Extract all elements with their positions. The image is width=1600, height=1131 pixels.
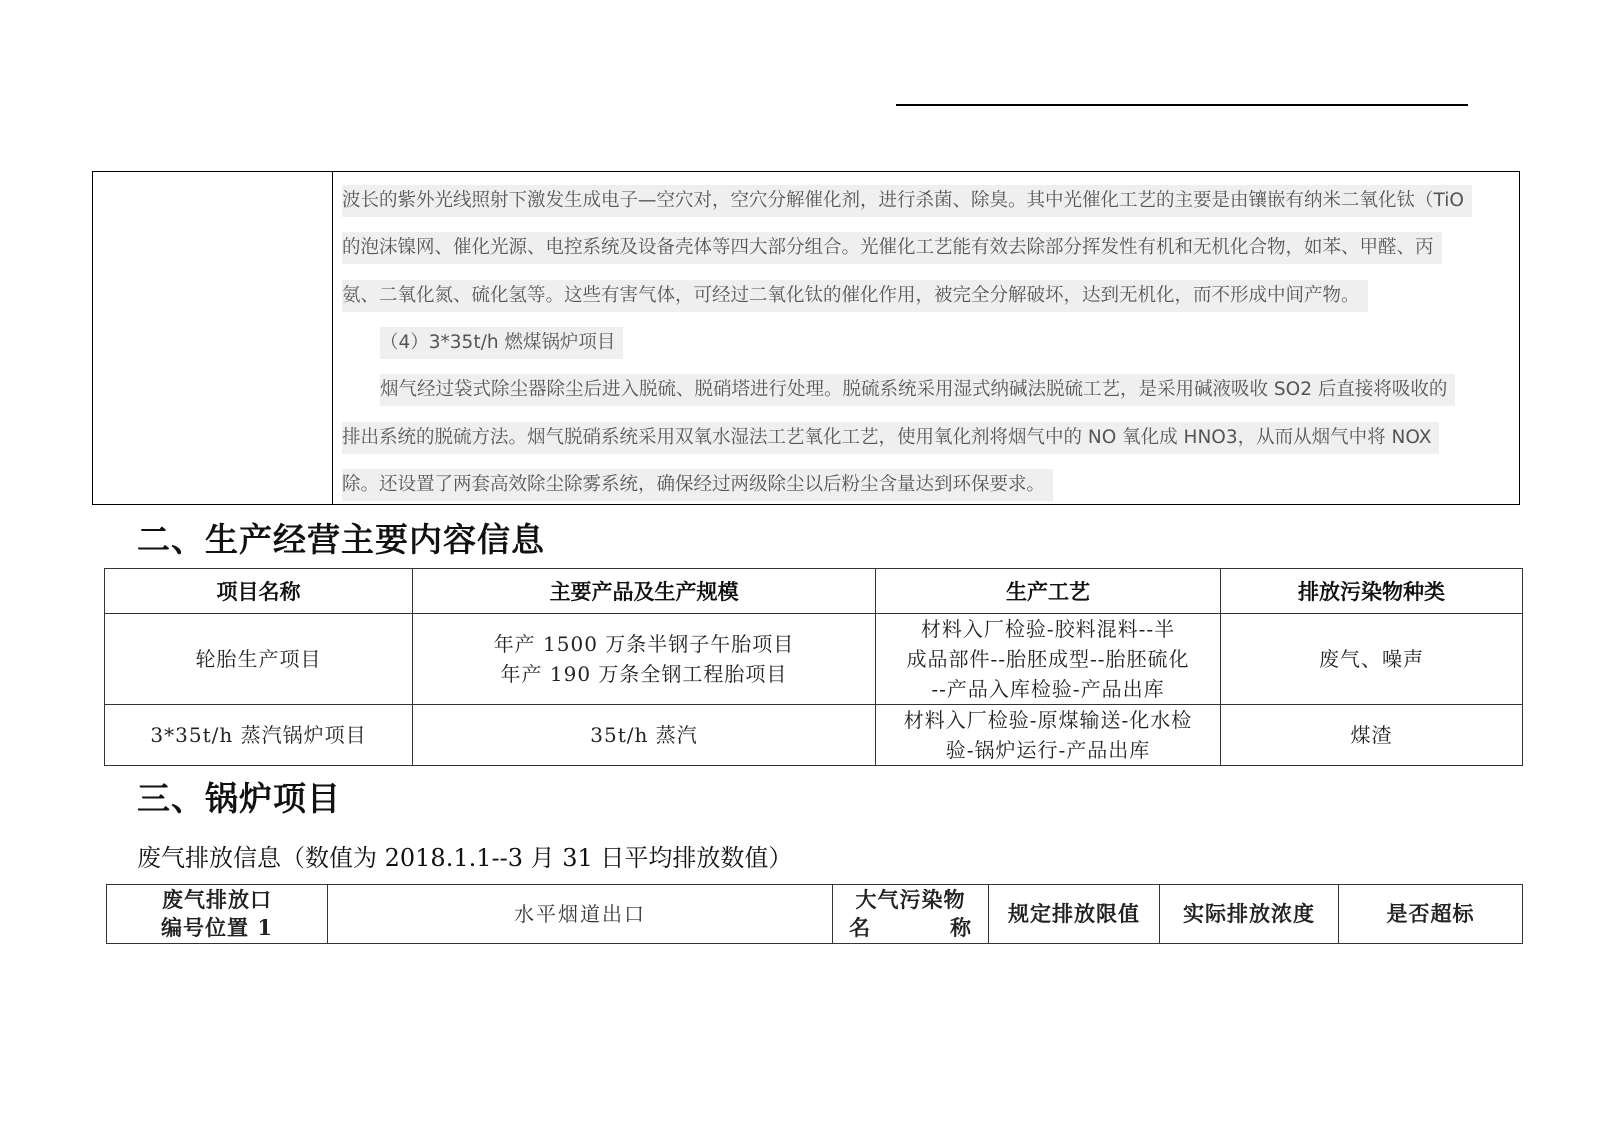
header-cell: 生产工艺 [876, 569, 1221, 614]
section-title-production: 二、生产经营主要内容信息 [137, 520, 545, 559]
table-row [105, 705, 1523, 766]
paragraph-line: 氨、二氧化氮、硫化氢等。这些有害气体，可经过二氧化钛的催化作用，被完全分解破坏，达到无机化，而不形成中间产物。 [342, 280, 1368, 312]
table-row [107, 885, 1523, 944]
product-line: 年产 1500 万条半钢子午胎项目 [493, 632, 795, 656]
table-row [105, 614, 1523, 705]
outlet-label-line: 废气排放口 [162, 887, 272, 912]
pollutant-cell: 煤渣 [1221, 705, 1523, 766]
exceed-label-cell: 是否超标 [1339, 885, 1523, 944]
process-cell [876, 614, 1221, 705]
pollutant-label-cell [833, 885, 989, 944]
project-name-cell: 3*35t/h 蒸汽锅炉项目 [105, 705, 413, 766]
process-line: --产品入库检验-产品出库 [931, 677, 1165, 701]
header-rule [896, 104, 1468, 106]
pollutant-cell: 废气、噪声 [1221, 614, 1523, 705]
outlet-value-cell: 水平烟道出口 [328, 885, 833, 944]
process-line: 材料入厂检验-胶料混料--半 [920, 617, 1176, 641]
continuation-label-cell [93, 172, 333, 504]
subsection-heading: （4）3*35t/h 燃煤锅炉项目 [380, 327, 623, 359]
paragraph-line: 波长的紫外光线照射下激发生成电子—空穴对，空穴分解催化剂，进行杀菌、除臭。其中光催化工艺的主要是由镶嵌有纳米二氧化钛（TiO [342, 185, 1472, 217]
emission-table [106, 884, 1523, 944]
header-cell: 排放污染物种类 [1221, 569, 1523, 614]
outlet-label-cell [107, 885, 328, 944]
process-cell [876, 705, 1221, 766]
continuation-text-cell [334, 172, 1519, 504]
pollutant-label-line: 大气污染物 [855, 887, 966, 912]
products-cell [413, 705, 876, 766]
header-cell: 项目名称 [105, 569, 413, 614]
paragraph-line: 除。还设置了两套高效除尘除雾系统，确保经过两级除尘以后粉尘含量达到环保要求。 [342, 469, 1053, 501]
project-name-cell: 轮胎生产项目 [105, 614, 413, 705]
section-title-boiler: 三、锅炉项目 [137, 779, 341, 818]
paragraph-line: 烟气经过袋式除尘器除尘后进入脱硫、脱硝塔进行处理。脱硫系统采用湿式纳碱法脱硫工艺，是采用碱液吸收 SO2 后直接将吸收的 [380, 374, 1455, 406]
pollutant-label-char: 名 [849, 915, 871, 940]
header-cell: 主要产品及生产规模 [413, 569, 876, 614]
emission-info-subtitle: 废气排放信息（数值为 2018.1.1--3 月 31 日平均排放数值） [137, 844, 793, 872]
production-table [104, 568, 1523, 766]
product-line: 年产 190 万条全钢工程胎项目 [500, 662, 788, 686]
process-line: 成品部件--胎胚成型--胎胚硫化 [906, 647, 1190, 671]
paragraph-line: 排出系统的脱硫方法。烟气脱硝系统采用双氧水湿法工艺氧化工艺，使用氧化剂将烟气中的 NO 氧化成 HNO3，从而从烟气中将 NOX [342, 422, 1439, 454]
limit-label-cell: 规定排放限值 [989, 885, 1160, 944]
products-cell [413, 614, 876, 705]
process-line: 材料入厂检验-原煤输送-化水检 [903, 708, 1193, 732]
product-line: 35t/h 蒸汽 [590, 723, 698, 747]
paragraph-line: 的泡沫镍网、催化光源、电控系统及设备壳体等四大部分组合。光催化工艺能有效去除部分挥发性有机和无机化合物，如苯、甲醛、丙 [342, 232, 1442, 264]
process-line: 验-锅炉运行-产品出库 [945, 738, 1151, 762]
pollutant-label-char: 称 [950, 915, 972, 940]
pollutant-label-line [839, 914, 982, 942]
outlet-label-line: 编号位置 1 [161, 915, 273, 940]
actual-label-cell: 实际排放浓度 [1160, 885, 1339, 944]
continuation-table [92, 171, 1520, 505]
table-header-row [105, 569, 1523, 614]
